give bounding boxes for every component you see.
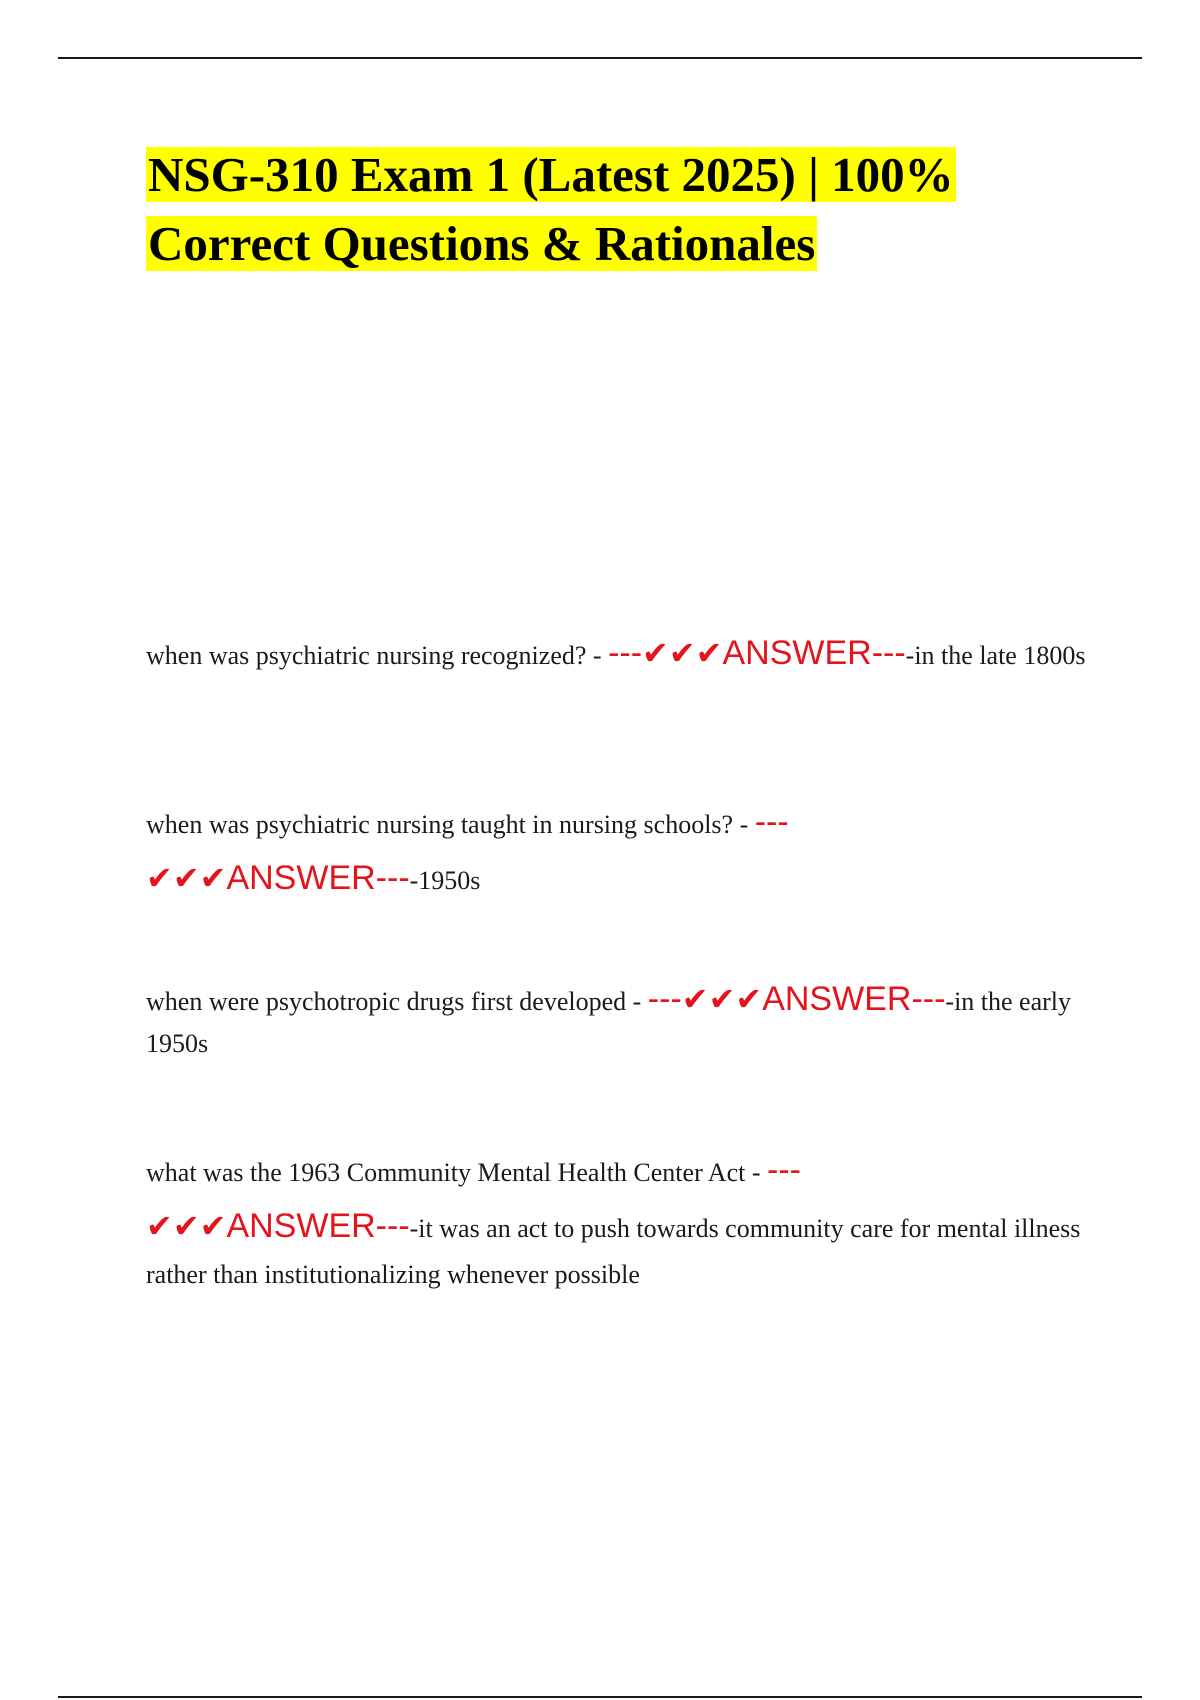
question-text: when was psychiatric nursing taught in nursing schools? - (146, 810, 755, 839)
qa-item (146, 978, 1096, 1065)
answer-text: -in the early 1950s (146, 987, 1072, 1058)
top-rule (58, 57, 1142, 59)
checkmark-icon: ✔✔✔ (146, 1207, 227, 1245)
marker-prefix: --- (767, 1151, 801, 1189)
marker-prefix: --- (608, 634, 643, 672)
answer-text: -1950s (409, 866, 481, 895)
checkmark-icon: ✔✔✔ (681, 980, 763, 1018)
marker-label: ANSWER (226, 859, 376, 897)
marker-suffix: --- (911, 980, 946, 1018)
bottom-rule (58, 1696, 1142, 1698)
marker-suffix: --- (871, 634, 906, 672)
qa-item (146, 632, 1096, 677)
marker-suffix: --- (375, 1207, 410, 1245)
answer-marker (608, 634, 906, 672)
answer-marker (648, 980, 946, 1018)
marker-label: ANSWER (722, 634, 872, 672)
checkmark-icon: ✔✔✔ (642, 634, 723, 672)
answer-text: -in the late 1800s (905, 641, 1086, 670)
marker-label: ANSWER (226, 1207, 376, 1245)
marker-prefix: --- (754, 803, 789, 841)
qa-item (146, 794, 1096, 906)
marker-label: ANSWER (762, 980, 912, 1018)
marker-prefix: --- (647, 980, 682, 1018)
qa-item (146, 1142, 1096, 1296)
document-title (146, 140, 1126, 278)
checkmark-icon: ✔✔✔ (146, 859, 227, 897)
question-text: what was the 1963 Community Mental Health Center Act - (146, 1158, 767, 1187)
title-highlight: NSG-310 Exam 1 (Latest 2025) | 100% Correct Questions & Rationales (148, 147, 954, 271)
question-text: when were psychotropic drugs first developed - (146, 987, 648, 1016)
marker-suffix: --- (375, 859, 410, 897)
question-text: when was psychiatric nursing recognized? - (146, 641, 609, 670)
answer-text: -it was an act to push towards community care for mental illness rather than institutionalizing whenever possible (146, 1214, 1081, 1289)
